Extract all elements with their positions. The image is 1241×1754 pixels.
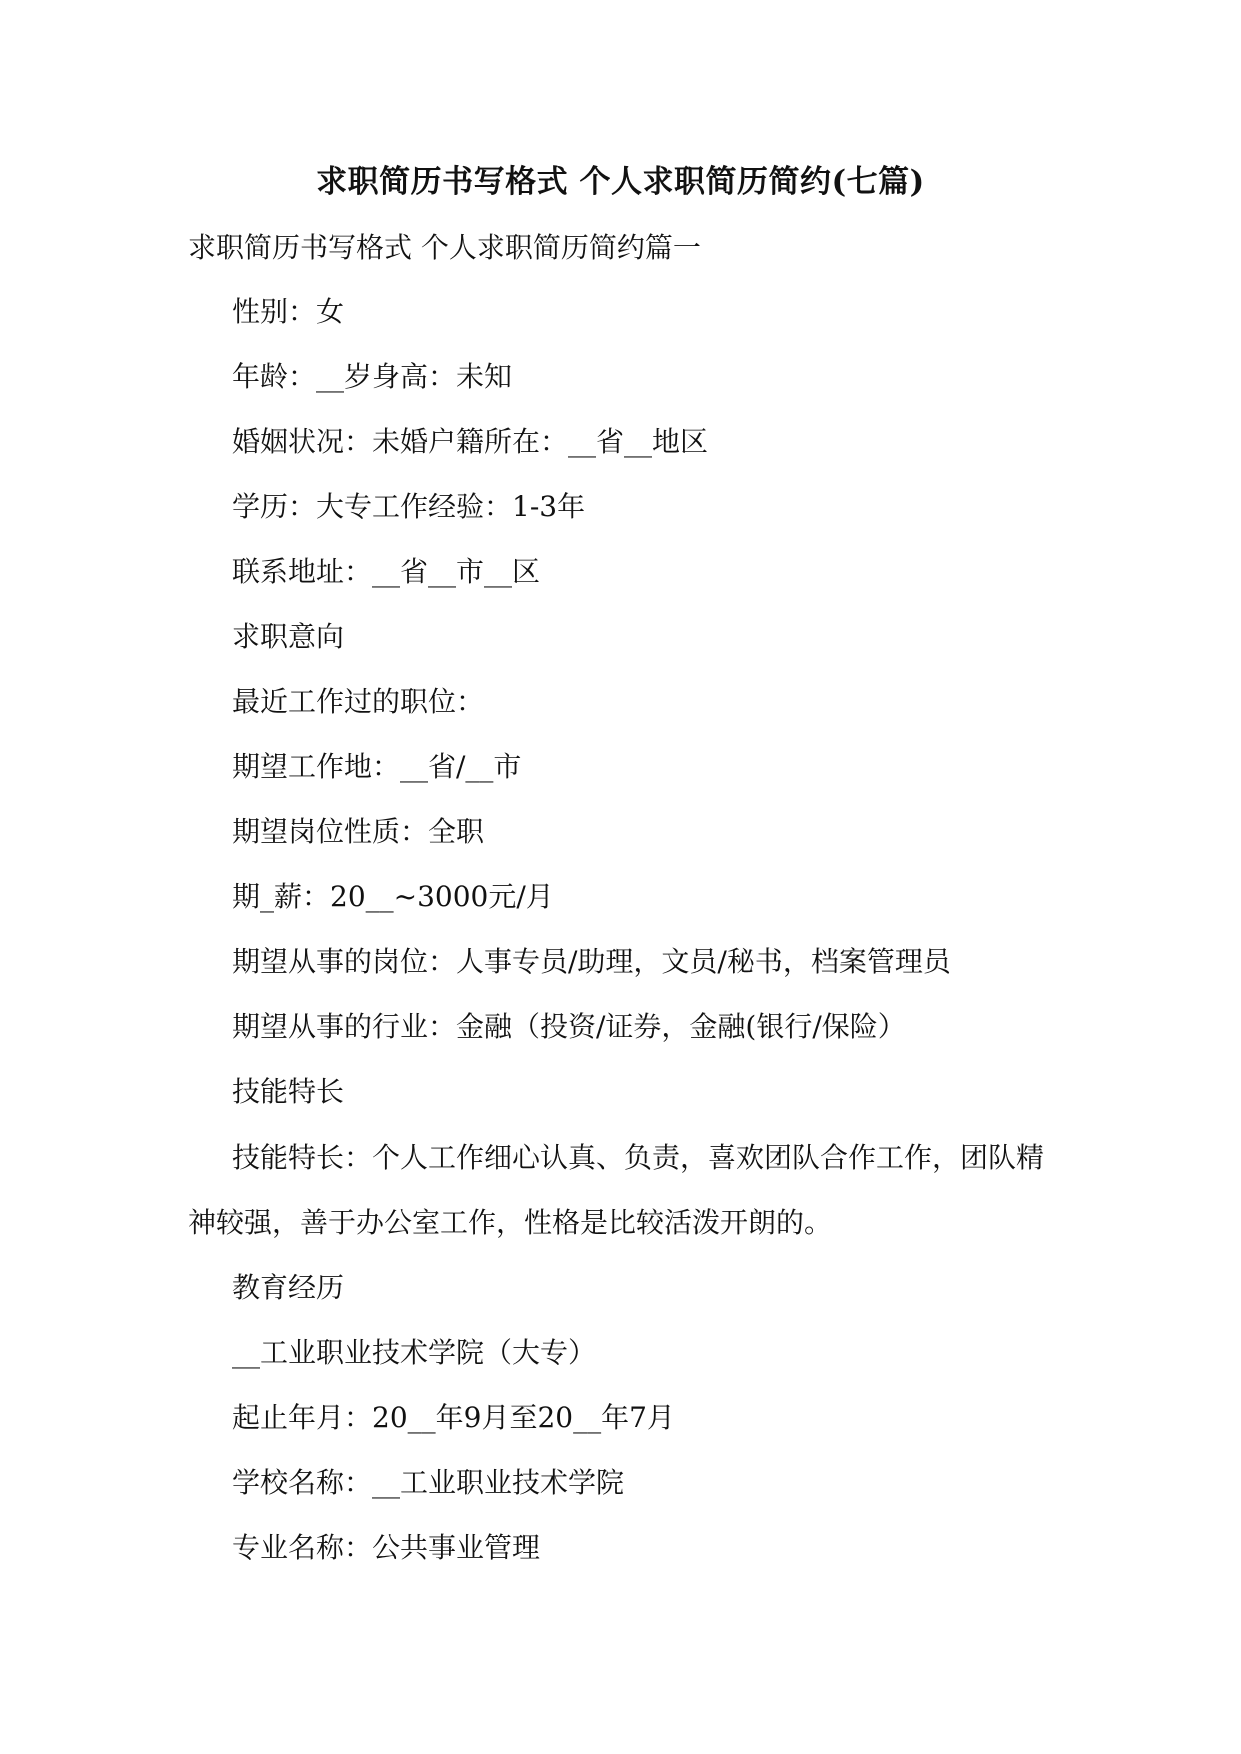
heading-job-intention: 求职意向 (232, 620, 345, 653)
heading-education: 教育经历 (232, 1271, 345, 1304)
document-body (188, 292, 1060, 1593)
paragraph-expected-positions: 期望从事的岗位：人事专员/助理，文员/秘书，档案管理员 (232, 945, 951, 978)
paragraph-age-height: 年龄：__岁身高：未知 (232, 360, 513, 393)
paragraph-recent-position: 最近工作过的职位： (232, 685, 485, 718)
paragraph-expected-salary: 期_薪：20__~3000元/月 (232, 880, 554, 913)
paragraph-education-experience: 学历：大专工作经验：1-3年 (232, 490, 586, 523)
paragraph-study-period: 起止年月：20__年9月至20__年7月 (232, 1401, 675, 1434)
heading-skills: 技能特长 (232, 1075, 345, 1108)
paragraph-major: 专业名称：公共事业管理 (232, 1531, 541, 1564)
paragraph-marital-residence: 婚姻状况：未婚户籍所在：__省__地区 (232, 425, 709, 458)
paragraph-address: 联系地址：__省__市__区 (232, 555, 541, 588)
paragraph-expected-location: 期望工作地：__省/__市 (232, 750, 522, 783)
section-heading: 求职简历书写格式 个人求职简历简约篇一 (188, 231, 701, 264)
paragraph-expected-industry: 期望从事的行业：金融（投资/证券，金融(银行/保险） (232, 1010, 906, 1043)
paragraph-job-type: 期望岗位性质：全职 (232, 815, 485, 848)
paragraph-skills: 技能特长：个人工作细心认真、负责，喜欢团队合作工作，团队精神较强，善于办公室工作，性格是比较活泼开朗的。 (188, 1141, 1045, 1239)
paragraph-school-name: 学校名称：__工业职业技术学院 (232, 1466, 625, 1499)
paragraph-gender: 性别：女 (232, 295, 345, 328)
paragraph-school-degree: __工业职业技术学院（大专） (232, 1336, 597, 1369)
document-title: 求职简历书写格式 个人求职简历简约(七篇) (316, 164, 925, 200)
